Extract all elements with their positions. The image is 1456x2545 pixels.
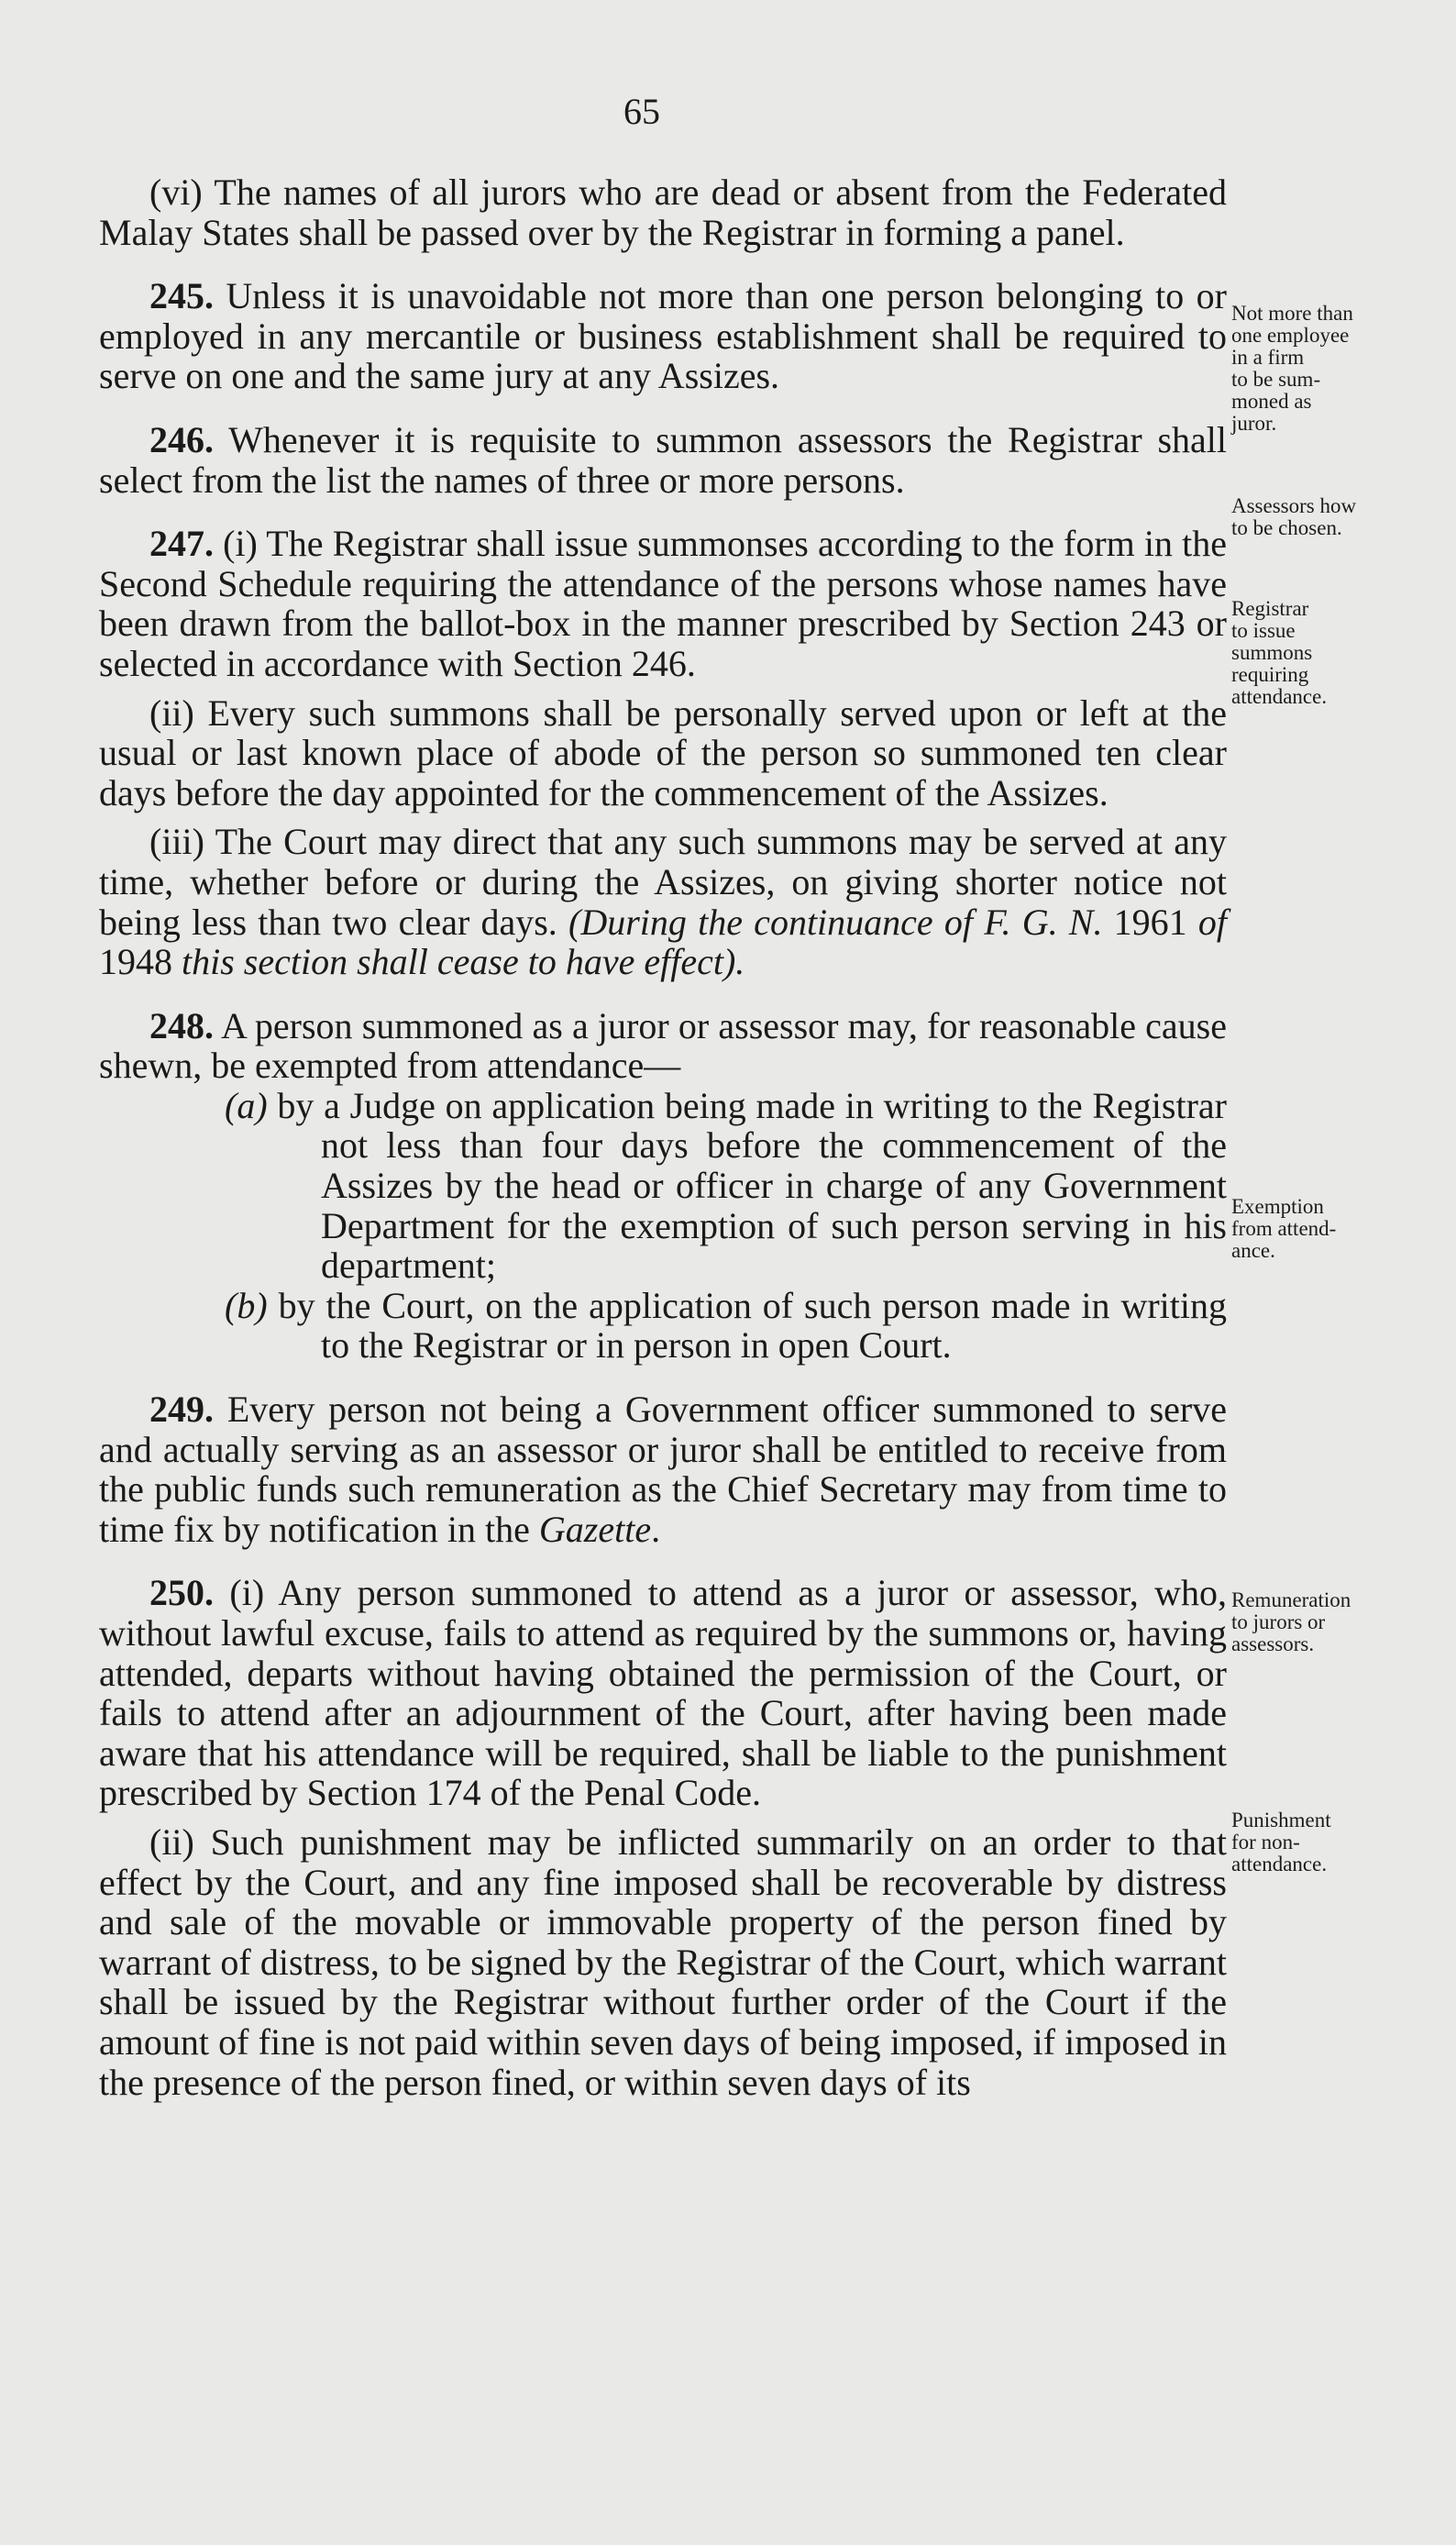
note-line: Punishment — [1231, 1809, 1331, 1831]
editorial-note: 1948 — [99, 941, 182, 983]
section-text: A person summoned as a juror or assessor may, for reasonable cause shewn, be exempted from attendance— — [99, 1004, 1227, 1087]
section-249 — [99, 1389, 1227, 1549]
section-text: (i) Any person summoned to attend as a juror or assessor, who, without lawful excuse, fails to attend as required by the summons or, having attended, departs without having obtained the permission of the Court, or fails to attend after an adjournment of the Court, after having been made aware that his attendance will be required, shall be liable to the punishment prescribed by Section 174 of the Penal Code. — [99, 1572, 1227, 1814]
editorial-note: 1961 — [1102, 901, 1198, 943]
section-text: (iii) The Court may direct that any such summons may be served at any time, whether before or during the Assizes, on giving shorter notice not being less than two clear days. — [99, 821, 1227, 943]
note-line: ance. — [1231, 1239, 1275, 1262]
main-text — [99, 172, 1227, 2102]
clause-b — [99, 1286, 1227, 1366]
section-text: Every person not being a Government officer summoned to serve and actually serving as an assessor or juror shall be entitled to receive from the public funds such remuneration as the Chief Secretary may from time to time fix by notification in the — [99, 1389, 1227, 1550]
section-text: (i) The Registrar shall issue summonses according to the form in the Second Schedule requiring the attendance of the persons whose names have been drawn from the ballot-box in the manner prescribed by Section 243 or selected in accordance with Section 246. — [99, 523, 1227, 684]
gazette-ref: Gazette — [538, 1508, 652, 1550]
section-246 — [99, 420, 1227, 500]
clause-label: (a) — [225, 1084, 268, 1126]
note-line: summons — [1231, 641, 1313, 664]
section-text: Whenever it is requisite to summon assessors the Registrar shall select from the list the names of three or more persons. — [99, 418, 1227, 501]
section-250-i — [99, 1573, 1227, 1813]
note-line: Assessors how — [1231, 494, 1357, 517]
section-247-ii: (ii) Every such summons shall be personally served upon or left at the usual or last known place of abode of the person so summoned ten clear days before the day appointed for the commencement of the Assizes. — [99, 692, 1227, 813]
note-line: one employee — [1231, 324, 1350, 347]
clause-text: by a Judge on application being made in writing to the Registrar not less than four days before the commencement of the Assizes by the head or officer in charge of any Government Department for the exemption of such person serving in his department; — [267, 1084, 1227, 1287]
margin-note-245 — [1231, 303, 1451, 435]
note-line: to be sum- — [1231, 368, 1321, 391]
page-number: 65 — [623, 91, 660, 132]
note-line: assessors. — [1231, 1632, 1315, 1655]
section-number: 250. — [149, 1572, 214, 1614]
section-number: 249. — [149, 1389, 214, 1431]
section-245 — [99, 276, 1227, 396]
note-line: juror. — [1231, 412, 1277, 435]
section-text-end: . — [651, 1508, 661, 1550]
section-number: 247. — [149, 523, 214, 565]
section-247-iii — [99, 822, 1227, 981]
margin-note-249 — [1231, 1589, 1451, 1655]
note-line: moned as — [1231, 390, 1312, 413]
note-line: Remuneration — [1231, 1588, 1351, 1611]
note-line: requiring — [1231, 663, 1309, 686]
note-line: Not more than — [1231, 302, 1353, 325]
note-line: attendance. — [1231, 1853, 1328, 1876]
note-line: to be chosen. — [1231, 516, 1342, 539]
editorial-note: (During the continuance of F. G. N. — [568, 901, 1103, 943]
note-line: Exemption — [1231, 1195, 1324, 1218]
margin-note-250 — [1231, 1809, 1451, 1876]
note-line: for non- — [1231, 1831, 1300, 1853]
note-line: from attend- — [1231, 1217, 1337, 1240]
note-line: to issue — [1231, 619, 1296, 642]
section-number: 248. — [149, 1004, 214, 1046]
section-number: 246. — [149, 418, 214, 460]
note-line: attendance. — [1231, 685, 1328, 708]
margin-note-248 — [1231, 1196, 1451, 1262]
note-line: to jurors or — [1231, 1610, 1326, 1633]
clause-text: by the Court, on the application of such person made in writing to the Registrar or in person in open Court. — [267, 1284, 1227, 1367]
editorial-note: this section shall cease to have effect). — [182, 941, 745, 983]
section-text: Unless it is unavoidable not more than one person belonging to or employed in any mercantile or business establishment shall be required to serve on one and the same jury at any Assizes. — [99, 275, 1227, 397]
margin-note-247 — [1231, 598, 1451, 708]
section-248 — [99, 1006, 1227, 1086]
paragraph-vi: (vi) The names of all jurors who are dead or absent from the Federated Malay States shall be passed over by the Registrar in forming a panel. — [99, 172, 1227, 253]
clause-a — [99, 1086, 1227, 1286]
note-line: Registrar — [1231, 597, 1309, 620]
clause-label: (b) — [225, 1284, 268, 1326]
editorial-note: of — [1197, 901, 1228, 943]
section-250-ii: (ii) Such punishment may be inflicted summarily on an order to that effect by the Court, and any fine imposed shall be recoverable by distress and sale of the movable or immovable property of the person fined by warrant of distress, to be signed by the Registrar of the Court, which warrant shall be issued by the Registrar without further order of the Court if the amount of fine is not paid within seven days of being imposed, if imposed in the presence of the person fined, or within seven days of its — [99, 1820, 1227, 2103]
section-number: 245. — [149, 275, 214, 317]
margin-note-246 — [1231, 495, 1451, 539]
note-line: in a firm — [1231, 346, 1305, 369]
section-247-i — [99, 524, 1227, 683]
